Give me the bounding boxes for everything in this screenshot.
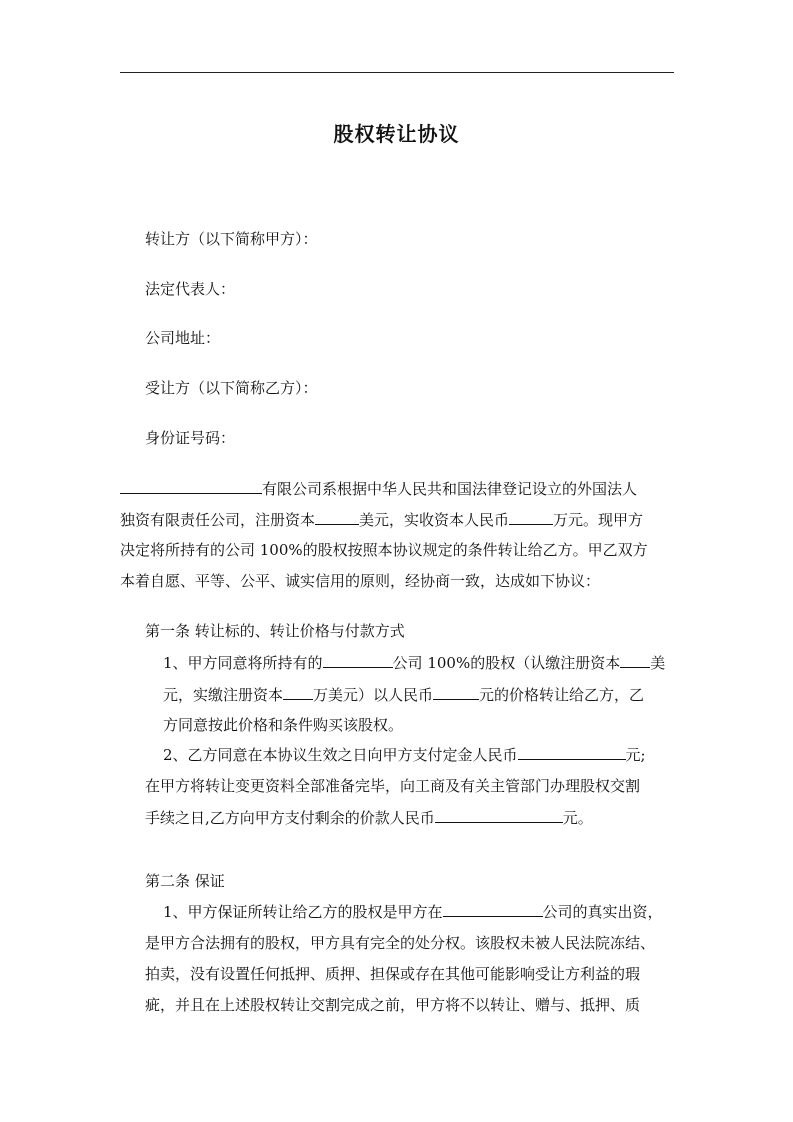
- a1p1-text-2b: 万美元）以人民币: [313, 686, 434, 704]
- a1-subscribed-capital-blank: [620, 653, 650, 668]
- a2-company-blank: [443, 902, 543, 917]
- a1p1-text-1b: 公司 100%的股权（认缴注册资本: [392, 654, 621, 672]
- intro-text-2b: 美元，实收资本人民币: [359, 511, 510, 529]
- article-2-heading: 第二条 保证: [145, 872, 225, 890]
- a1-paid-capital-blank: [283, 685, 313, 700]
- intro-text-2c: 万元。现甲方: [553, 511, 644, 529]
- article-1-p2-line-1: [163, 745, 646, 765]
- a1p1-text-1c: 美: [650, 654, 666, 672]
- article-2-p1-line-1: [163, 902, 663, 922]
- a1p2-text-3b: 元。: [562, 809, 593, 827]
- intro-line-3: 决定将所持有的公司 100%的股权按照本协议规定的条件转让给乙方。甲乙双方: [120, 541, 648, 559]
- article-1-p2-line-3: [145, 808, 593, 828]
- article-1-heading: 第一条 转让标的、转让价格与付款方式: [145, 622, 405, 640]
- document-title: 股权转让协议: [333, 122, 460, 146]
- a1p2-text-1b: 元;: [625, 746, 646, 764]
- header-rule: [120, 72, 674, 73]
- a1-company-blank: [323, 653, 393, 668]
- a1p1-text-2a: 元，实缴注册资本: [163, 686, 284, 704]
- a1p1-text-2c: 元的价格转让给乙方，乙: [479, 686, 645, 704]
- registered-capital-blank: [315, 510, 359, 525]
- article-2-p1-line-2: 是甲方合法拥有的股权，甲方具有完全的处分权。该股权未被人民法院冻结、: [145, 934, 656, 952]
- article-1-p1-line-1: [163, 653, 665, 673]
- transferor-line: 转让方（以下简称甲方）：: [145, 230, 318, 248]
- id-number-line: 身份证号码：: [145, 429, 236, 447]
- a1p1-text-1a: 1、甲方同意将所持有的: [163, 654, 323, 672]
- intro-text-1: 有限公司系根据中华人民共和国法律登记设立的外国法人: [262, 480, 638, 498]
- a1p2-text-1a: 2、乙方同意在本协议生效之日向甲方支付定金人民币: [163, 746, 518, 764]
- a1-deposit-blank: [518, 745, 626, 760]
- company-name-blank: [120, 479, 262, 494]
- address-line: 公司地址：: [145, 329, 221, 347]
- article-1-p1-line-3: 方同意按此价格和条件购买该股权。: [163, 716, 404, 734]
- intro-line-2: [120, 510, 643, 530]
- intro-line-1: [120, 479, 637, 499]
- paid-capital-blank: [509, 510, 553, 525]
- a2p1-text-1b: 公司的真实出资，: [542, 903, 663, 921]
- transferee-line: 受让方（以下简称乙方）：: [145, 379, 318, 397]
- a1p2-text-3a: 手续之日,乙方向甲方支付剩余的价款人民币: [145, 809, 435, 827]
- a1-price-blank: [433, 685, 479, 700]
- intro-line-4: 本着自愿、平等、公平、诚实信用的原则，经协商一致，达成如下协议：: [120, 572, 601, 590]
- article-2-p1-line-4: 疵，并且在上述股权转让交割完成之前，甲方将不以转让、赠与、抵押、质: [145, 996, 641, 1014]
- article-1-p1-line-2: [163, 685, 644, 705]
- article-2-p1-line-3: 拍卖，没有设置任何抵押、质押、担保或存在其他可能影响受让方利益的瑕: [145, 965, 641, 983]
- article-1-p2-line-2: 在甲方将转让变更资料全部准备完毕，向工商及有关主管部门办理股权交割: [145, 777, 641, 795]
- a1-balance-blank: [435, 808, 563, 823]
- a2p1-text-1a: 1、甲方保证所转让给乙方的股权是甲方在: [163, 903, 443, 921]
- intro-text-2a: 独资有限责任公司，注册资本: [120, 511, 316, 529]
- legal-rep-line: 法定代表人：: [145, 280, 236, 298]
